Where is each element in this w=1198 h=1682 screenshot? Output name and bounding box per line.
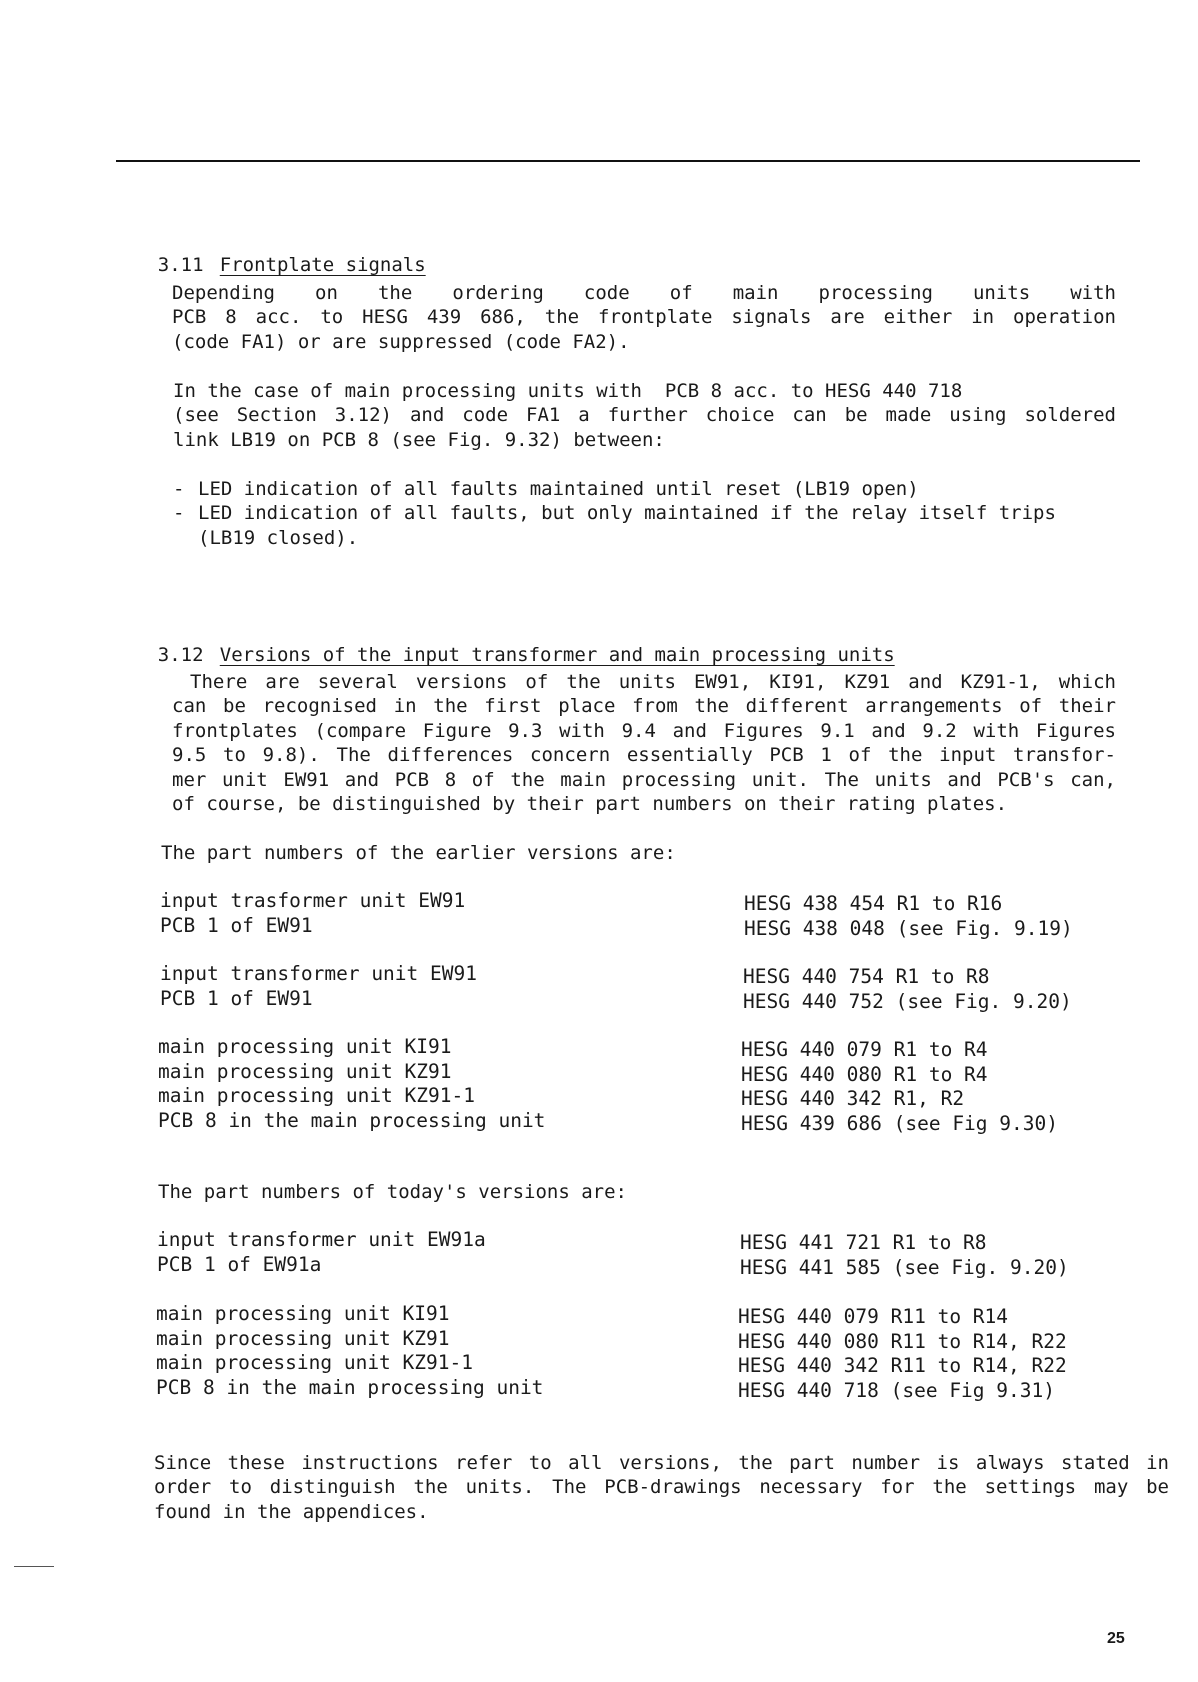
page-number: 25 [1107, 1630, 1125, 1647]
text-line: 9.5 to 9.8). The differences concern essentially PCB 1 of the input transfor- [172, 744, 1116, 767]
text-line: PCB 8 acc. to HESG 439 686, the frontplate signals are either in operation [172, 306, 1116, 329]
table-row: main processing unit KI91 HESG 440 079 R11 to R14 [156, 1302, 1009, 1328]
earlier-group-1 [160, 889, 1120, 938]
header-rule [116, 160, 1140, 162]
today-group-2 [156, 1302, 1116, 1400]
section-number: 3.11 [157, 254, 204, 276]
table-row: PCB 8 in the main processing unit HESG 440 718 (see Fig 9.31) [156, 1375, 1055, 1402]
text-line: of course, be distinguished by their part numbers on their rating plates. [172, 793, 1008, 816]
text-line: can be recognised in the first place from the different arrangements of their [172, 695, 1116, 718]
today-group-1 [157, 1228, 1117, 1277]
text-line: There are several versions of the units EW91, KI91, KZ91 and KZ91-1, which [172, 671, 1116, 693]
section-title: Frontplate signals [219, 254, 426, 276]
section-311-bullet-list [173, 477, 1113, 550]
table-row: main processing unit KZ91 HESG 440 080 R1 to R4 [158, 1059, 988, 1086]
table-row: main processing unit KZ91-1 HESG 440 342 R1, R2 [158, 1084, 965, 1110]
table-row: PCB 1 of EW91a HESG 441 585 (see Fig. 9.20) [157, 1252, 1069, 1279]
today-versions-heading: The part numbers of today's versions are: [158, 1181, 627, 1203]
table-row: PCB 8 in the main processing unit HESG 439 686 (see Fig 9.30) [158, 1108, 1058, 1135]
text-line: mer unit EW91 and PCB 8 of the main processing unit. The units and PCB's can, [172, 768, 1116, 791]
list-item: - LED indication of all faults maintained until reset (LB19 open) [173, 478, 919, 500]
table-row: input transformer unit EW91a HESG 441 721 R1 to R8 [157, 1228, 987, 1254]
earlier-group-3 [158, 1035, 1118, 1133]
section-title: Versions of the input transformer and main processing units [219, 644, 895, 666]
text-line: found in the appendices. [154, 1500, 429, 1523]
text-line: link LB19 on PCB 8 (see Fig. 9.32) between: [173, 428, 665, 451]
text-line: In the case of main processing units with PCB 8 acc. to HESG 440 718 [173, 380, 963, 402]
text-line: Depending on the ordering code of main processing units with [172, 282, 1116, 304]
text-line: (see Section 3.12) and code FA1 a further choice can be made using soldered [173, 404, 1116, 427]
section-311-paragraph-1 [172, 281, 1116, 354]
text-line: frontplates (compare Figure 9.3 with 9.4 and Figures 9.1 and 9.2 with Figures [172, 719, 1116, 742]
table-row: main processing unit KZ91-1 HESG 440 342 R11 to R14, R22 [156, 1351, 1067, 1377]
section-312-intro [172, 670, 1116, 816]
earlier-versions-heading: The part numbers of the earlier versions are: [161, 842, 676, 864]
table-row: main processing unit KI91 HESG 440 079 R1 to R4 [158, 1035, 988, 1061]
earlier-group-2 [160, 962, 1120, 1011]
text-line: Since these instructions refer to all versions, the part number is always stated in [154, 1452, 1169, 1474]
text-line: (code FA1) or are suppressed (code FA2). [172, 330, 630, 353]
text-line: order to distinguish the units. The PCB-drawings necessary for the settings may be [154, 1476, 1169, 1499]
table-row: input trasformer unit EW91 HESG 438 454 R1 to R16 [160, 889, 1003, 915]
closing-paragraph [154, 1451, 1169, 1524]
section-number: 3.12 [157, 644, 204, 666]
table-row: PCB 1 of EW91 HESG 438 048 (see Fig. 9.19) [160, 913, 1073, 940]
list-item: - LED indication of all faults, but only maintained if the relay itself trips (LB19 closed). [173, 502, 1056, 549]
margin-mark [14, 1566, 54, 1567]
table-row: input transformer unit EW91 HESG 440 754 R1 to R8 [160, 962, 990, 988]
section-311-paragraph-2 [173, 379, 1116, 452]
table-row: PCB 1 of EW91 HESG 440 752 (see Fig. 9.20) [160, 986, 1072, 1013]
table-row: main processing unit KZ91 HESG 440 080 R11 to R14, R22 [156, 1326, 1067, 1353]
